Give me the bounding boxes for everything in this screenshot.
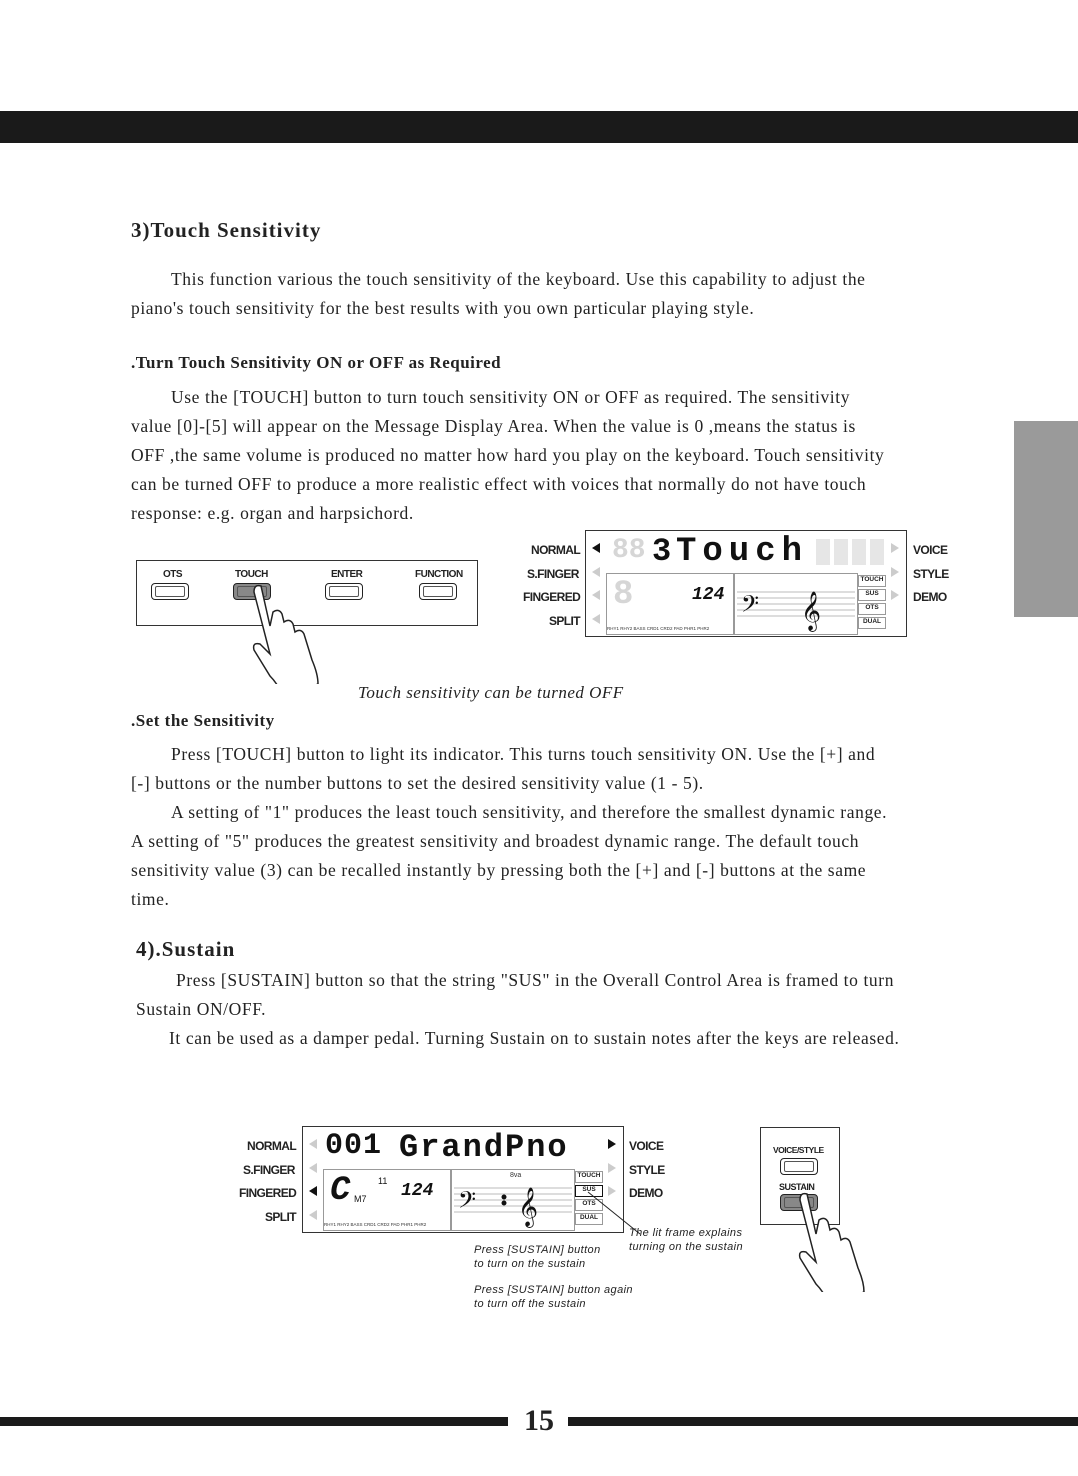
lcd1-ots-ctrl: OTS xyxy=(858,603,886,615)
ghost-digits: 88 xyxy=(612,535,646,566)
lcd1-chord-number: 124 xyxy=(692,585,725,605)
lcd1-touch-ctrl: TOUCH xyxy=(858,575,886,587)
section-title-touch: 3)Touch Sensitivity xyxy=(131,218,322,242)
press-off-line: to turn off the sustain xyxy=(474,1298,586,1310)
lcd1-sfinger-label: S.FINGER xyxy=(527,567,579,581)
press-on-line: to turn on the sustain xyxy=(474,1258,586,1270)
lcd2-touch-ctrl: TOUCH xyxy=(575,1171,603,1183)
para-line: time. xyxy=(131,889,170,909)
intro-paragraph xyxy=(131,265,951,323)
press-off-line: Press [SUSTAIN] button again xyxy=(474,1284,633,1296)
voice-indicator xyxy=(608,1139,616,1149)
para-line: response: e.g. organ and harpsichord. xyxy=(131,503,414,523)
lcd2-demo-label: DEMO xyxy=(629,1186,663,1200)
para-line: OFF ,the same volume is produced no matter how hard you play on the keyboard. Touch sensitivity xyxy=(131,445,885,465)
lcd2-fingered-label: FINGERED xyxy=(239,1186,297,1200)
lcd-blank-cell xyxy=(870,539,884,565)
lcd-display-2 xyxy=(302,1126,624,1233)
lcd2-split-label: SPLIT xyxy=(265,1210,297,1224)
lcd-display-1 xyxy=(585,530,907,637)
lcd2-message: GrandPno xyxy=(399,1129,569,1166)
ots-label: OTS xyxy=(163,569,183,580)
footer-bar-right xyxy=(568,1417,1078,1426)
para-line: It can be used as a damper pedal. Turning Sustain on to sustain notes after the keys are released. xyxy=(169,1028,900,1048)
voice-style-button[interactable] xyxy=(780,1158,818,1175)
touch-on-off-paragraph xyxy=(131,383,951,528)
fingered-indicator xyxy=(309,1186,317,1196)
lcd1-dual-ctrl: DUAL xyxy=(858,617,886,629)
lcd2-voice-label: VOICE xyxy=(629,1139,664,1153)
subheading-touch-on-off: .Turn Touch Sensitivity ON or OFF as Required xyxy=(131,353,502,372)
bva-label: 8va xyxy=(510,1172,522,1179)
lcd1-normal-label: NORMAL xyxy=(531,543,581,557)
header-bar xyxy=(0,111,1078,143)
para-line: sensitivity value (3) can be recalled instantly by pressing both the [+] and [-] buttons at the same xyxy=(131,860,867,880)
pressing-hand-icon xyxy=(240,578,340,684)
set-sensitivity-paragraph xyxy=(131,740,961,914)
lcd2-style-label: STYLE xyxy=(629,1163,665,1177)
para-line: A setting of "1" produces the least touch sensitivity, and therefore the smallest dynamic range. xyxy=(171,802,888,822)
lcd1-split-label: SPLIT xyxy=(549,614,581,628)
side-tab xyxy=(1014,421,1078,617)
para-line: can be turned OFF to produce a more realistic effect with voices that normally do not have touch xyxy=(131,474,867,494)
voice-indicator xyxy=(891,543,899,553)
lcd1-fingered-label: FINGERED xyxy=(523,590,581,604)
svg-text:𝄞: 𝄞 xyxy=(518,1187,539,1227)
intro-line-2: piano's touch sensitivity for the best results with you own particular playing style. xyxy=(131,298,755,318)
fingered-indicator xyxy=(592,590,600,600)
split-indicator xyxy=(309,1210,317,1220)
staff-area xyxy=(734,573,858,635)
svg-text:𝄢: 𝄢 xyxy=(458,1186,477,1219)
lcd2-chord-ext: 11 xyxy=(378,1176,388,1186)
frame-note-line: The lit frame explains xyxy=(629,1227,743,1239)
para-line: Sustain ON/OFF. xyxy=(136,999,267,1019)
sustain-paragraph xyxy=(136,966,956,1053)
lcd2-sus-ctrl-framed: SUS xyxy=(575,1185,603,1197)
split-indicator xyxy=(592,614,600,624)
style-indicator xyxy=(891,567,899,577)
staff-icon xyxy=(735,574,857,634)
touch-label: TOUCH xyxy=(235,569,268,580)
section-title-sustain: 4).Sustain xyxy=(136,937,236,961)
para-line: [-] buttons or the number buttons to set the desired sensitivity value (1 - 5). xyxy=(131,773,704,793)
track-labels: RHY1 RHY2 BASS CRD1 CRD2 PAD PHR1 PHR2 xyxy=(607,626,710,631)
para-line: Press [TOUCH] button to light its indicator. This turns touch sensitivity ON. Use the [+] and xyxy=(171,744,876,764)
normal-indicator xyxy=(592,543,600,553)
sfinger-indicator xyxy=(592,567,600,577)
pressing-hand-icon xyxy=(786,1186,886,1292)
lcd1-style-label: STYLE xyxy=(913,567,949,581)
press-off-note xyxy=(474,1283,633,1311)
chord-ghost: 8 xyxy=(613,576,634,614)
press-on-note xyxy=(474,1243,601,1271)
para-line: Press [SUSTAIN] button so that the string "SUS" in the Overall Control Area is framed to turn xyxy=(176,970,895,990)
lcd2-ots-ctrl: OTS xyxy=(575,1199,603,1211)
enter-label: ENTER xyxy=(331,569,363,580)
demo-indicator xyxy=(891,590,899,600)
voice-style-label: VOICE/STYLE xyxy=(773,1145,824,1155)
sustain-label: SUSTAIN xyxy=(779,1182,815,1192)
lcd-blank-cell xyxy=(834,539,848,565)
frame-note-line: turning on the sustain xyxy=(629,1241,743,1253)
lcd-blank-cell xyxy=(816,539,830,565)
subheading-set-sensitivity: .Set the Sensitivity xyxy=(131,711,275,730)
lcd1-voice-label: VOICE xyxy=(913,543,948,557)
lcd2-dual-ctrl: DUAL xyxy=(575,1213,603,1225)
lcd2-number: 001 xyxy=(325,1129,383,1163)
function-label: FUNCTION xyxy=(415,569,463,580)
function-button[interactable] xyxy=(419,583,457,600)
svg-text:𝄞: 𝄞 xyxy=(801,591,822,631)
frame-note xyxy=(629,1226,743,1254)
lcd-blank-cell xyxy=(852,539,866,565)
staff-area xyxy=(451,1169,575,1231)
para-line: Use the [TOUCH] button to turn touch sensitivity ON or OFF as required. The sensitivity xyxy=(171,387,851,407)
para-line: A setting of "5" produces the greatest sensitivity and broadest dynamic range. The default touch xyxy=(131,831,860,851)
track-labels: RHY1 RHY2 BASS CRD1 CRD2 PAD PHR1 PHR2 xyxy=(324,1222,427,1227)
figure-caption: Touch sensitivity can be turned OFF xyxy=(358,683,624,702)
style-indicator xyxy=(608,1163,616,1173)
para-line: value [0]-[5] will appear on the Message Display Area. When the value is 0 ,means the status is xyxy=(131,416,856,436)
lcd2-sfinger-label: S.FINGER xyxy=(243,1163,295,1177)
press-on-line: Press [SUSTAIN] button xyxy=(474,1244,601,1256)
intro-line-1: This function various the touch sensitivity of the keyboard. Use this capability to adjust the xyxy=(171,269,866,289)
normal-indicator xyxy=(309,1139,317,1149)
lcd1-message: Touch xyxy=(676,533,809,571)
footer-bar-left xyxy=(0,1417,508,1426)
lcd2-chord-letter: C xyxy=(330,1172,351,1210)
lcd1-demo-label: DEMO xyxy=(913,590,947,604)
lcd2-normal-label: NORMAL xyxy=(247,1139,297,1153)
page-number: 15 xyxy=(524,1404,554,1437)
lcd1-sus-ctrl: SUS xyxy=(858,589,886,601)
ots-button[interactable] xyxy=(151,583,189,600)
lcd1-number: 3 xyxy=(652,533,675,570)
lcd2-chord-number: 124 xyxy=(401,1181,434,1201)
svg-text:𝄢: 𝄢 xyxy=(741,590,760,623)
sfinger-indicator xyxy=(309,1163,317,1173)
lcd2-chord-quality: M7 xyxy=(354,1194,367,1204)
staff-icon xyxy=(452,1170,574,1230)
